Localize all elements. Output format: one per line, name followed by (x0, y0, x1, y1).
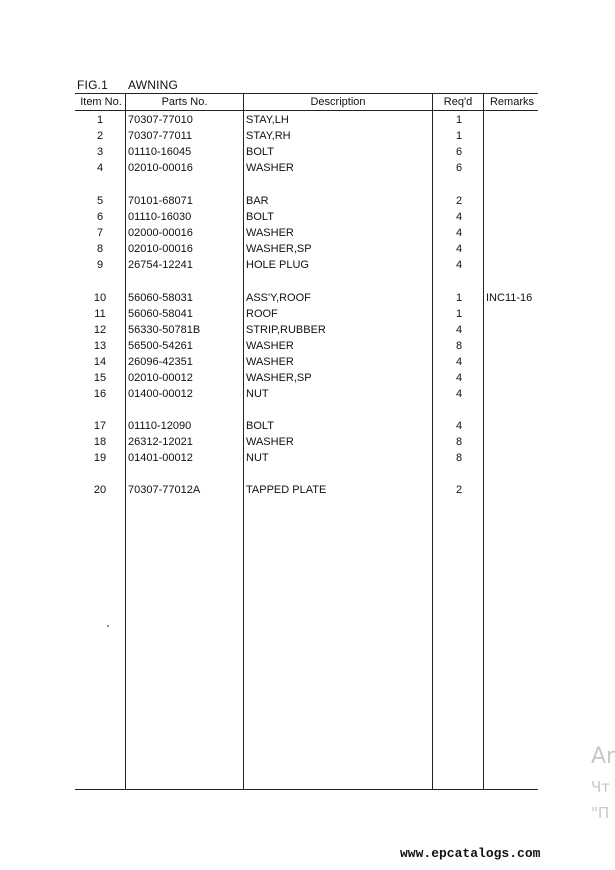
item-no-cell: 3 (96, 146, 104, 158)
reqd-cell: 4 (455, 227, 463, 239)
parts-no-cell: 02010-00012 (128, 372, 193, 384)
item-no-cell: 7 (96, 227, 104, 239)
item-no-cell: 15 (93, 372, 107, 384)
item-no-cell: 16 (93, 388, 107, 400)
remarks-cell: INC11-16 (486, 292, 533, 304)
parts-no-cell: 70101-68071 (128, 195, 193, 207)
watermark-line-3: "П (591, 804, 610, 822)
reqd-cell: 6 (455, 146, 463, 158)
description-cell: STAY,RH (246, 130, 291, 142)
item-no-cell: 1 (96, 114, 104, 126)
parts-no-cell: 26096-42351 (128, 356, 193, 368)
reqd-cell: 4 (455, 259, 463, 271)
header-bottom-rule (75, 110, 538, 111)
reqd-cell: 8 (455, 436, 463, 448)
item-no-cell: 9 (96, 259, 104, 271)
description-cell: STRIP,RUBBER (246, 324, 326, 336)
reqd-cell: 8 (455, 452, 463, 464)
parts-no-cell: 01110-16030 (128, 211, 192, 223)
description-cell: WASHER,SP (246, 372, 312, 384)
parts-no-cell: 01400-00012 (128, 388, 193, 400)
reqd-cell: 1 (455, 308, 463, 320)
table-bottom-rule (75, 789, 538, 790)
col-divider-parts (125, 93, 126, 789)
item-no-cell: 6 (96, 211, 104, 223)
description-cell: ASS'Y,ROOF (246, 292, 311, 304)
footer-url[interactable]: www.epcatalogs.com (400, 846, 541, 861)
description-cell: WASHER (246, 340, 294, 352)
description-cell: BOLT (246, 420, 274, 432)
reqd-cell: 1 (455, 114, 463, 126)
item-no-cell: 5 (96, 195, 104, 207)
parts-no-cell: 70307-77011 (128, 130, 193, 142)
item-no-cell: 18 (93, 436, 107, 448)
col-divider-qty (432, 93, 433, 789)
reqd-cell: 2 (455, 484, 463, 496)
stray-dot (107, 625, 109, 627)
parts-no-cell: 70307-77010 (128, 114, 193, 126)
parts-no-cell: 26754-12241 (128, 259, 193, 271)
item-no-cell: 12 (93, 324, 107, 336)
item-no-cell: 17 (93, 420, 107, 432)
parts-no-cell: 56500-54261 (128, 340, 193, 352)
header-parts-no: Parts No. (161, 96, 208, 108)
figure-title: AWNING (128, 78, 179, 92)
header-remarks: Remarks (489, 96, 534, 108)
item-no-cell: 20 (93, 484, 107, 496)
description-cell: HOLE PLUG (246, 259, 309, 271)
reqd-cell: 4 (455, 388, 463, 400)
parts-no-cell: 70307-77012A (128, 484, 201, 496)
parts-no-cell: 02010-00016 (128, 243, 193, 255)
parts-no-cell: 56060-58041 (128, 308, 193, 320)
description-cell: STAY,LH (246, 114, 289, 126)
watermark-line-2: Чт (591, 778, 611, 796)
parts-no-cell: 01401-00012 (128, 452, 193, 464)
col-divider-remarks (483, 93, 484, 789)
item-no-cell: 8 (96, 243, 104, 255)
description-cell: WASHER (246, 227, 294, 239)
item-no-cell: 11 (94, 308, 106, 320)
watermark-line-1: Ar (591, 744, 615, 769)
reqd-cell: 2 (455, 195, 463, 207)
reqd-cell: 1 (455, 130, 463, 142)
description-cell: WASHER,SP (246, 243, 312, 255)
description-cell: TAPPED PLATE (246, 484, 327, 496)
item-no-cell: 13 (93, 340, 107, 352)
parts-no-cell: 56060-58031 (128, 292, 193, 304)
reqd-cell: 4 (455, 324, 463, 336)
table-top-rule (75, 93, 538, 94)
reqd-cell: 4 (455, 420, 463, 432)
reqd-cell: 4 (455, 356, 463, 368)
col-divider-desc (243, 93, 244, 789)
item-no-cell: 19 (93, 452, 107, 464)
header-description: Description (310, 96, 366, 108)
description-cell: BAR (246, 195, 269, 207)
item-no-cell: 14 (93, 356, 107, 368)
description-cell: NUT (246, 388, 269, 400)
reqd-cell: 8 (455, 340, 463, 352)
description-cell: NUT (246, 452, 269, 464)
header-item-no: Item No. (80, 96, 122, 108)
reqd-cell: 4 (455, 211, 463, 223)
parts-no-cell: 56330-50781B (128, 324, 201, 336)
reqd-cell: 1 (455, 292, 463, 304)
parts-no-cell: 26312-12021 (128, 436, 193, 448)
description-cell: WASHER (246, 436, 294, 448)
parts-no-cell: 02010-00016 (128, 162, 193, 174)
reqd-cell: 6 (455, 162, 463, 174)
description-cell: BOLT (246, 146, 274, 158)
description-cell: WASHER (246, 162, 294, 174)
description-cell: ROOF (246, 308, 278, 320)
reqd-cell: 4 (455, 372, 463, 384)
header-reqd: Req'd (443, 96, 473, 108)
item-no-cell: 10 (93, 292, 107, 304)
parts-no-cell: 02000-00016 (128, 227, 193, 239)
description-cell: BOLT (246, 211, 274, 223)
description-cell: WASHER (246, 356, 294, 368)
item-no-cell: 4 (96, 162, 104, 174)
figure-label: FIG.1 (77, 78, 109, 92)
parts-no-cell: 01110-16045 (128, 146, 192, 158)
item-no-cell: 2 (96, 130, 104, 142)
reqd-cell: 4 (455, 243, 463, 255)
parts-no-cell: 01110-12090 (128, 420, 192, 432)
